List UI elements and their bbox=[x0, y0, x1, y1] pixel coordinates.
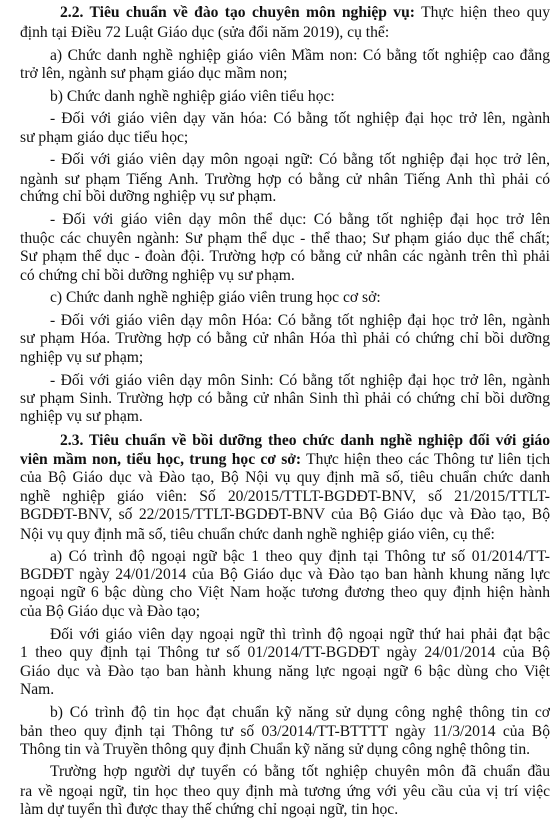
line-text: Thực hiện theo quy bbox=[414, 4, 550, 21]
text-line bbox=[20, 407, 550, 427]
text-line bbox=[20, 625, 550, 645]
text-line bbox=[20, 87, 550, 107]
text-line bbox=[20, 431, 550, 451]
line-text: nghiệp vụ sư phạm. bbox=[20, 408, 143, 425]
line-text: chứng chỉ bồi dưỡng nghiệp vụ sư phạm. bbox=[20, 188, 277, 205]
text-line bbox=[20, 187, 550, 207]
line-text: của Bộ Giáo dục và Đào tạo; bbox=[20, 603, 201, 620]
line-text: trở lên, ngành sư phạm giáo dục mầm non; bbox=[20, 65, 288, 82]
text-line bbox=[20, 468, 550, 488]
line-text: nghiệp vụ sư phạm; bbox=[20, 349, 144, 366]
text-line bbox=[20, 505, 550, 525]
line-text: Nam. bbox=[20, 681, 55, 698]
line-text: BGDĐT ngày 24/01/2014 của Bộ Giáo dục và Đào tạo ban hành khung năng lực bbox=[20, 566, 550, 583]
text-line bbox=[20, 311, 550, 331]
text-line bbox=[20, 210, 550, 230]
text-line bbox=[20, 371, 550, 391]
text-line bbox=[20, 643, 550, 663]
line-text: định tại Điều 72 Luật Giáo dục (sửa đổi năm 2019), cụ thể: bbox=[20, 24, 390, 41]
text-line bbox=[20, 602, 550, 622]
text-line bbox=[20, 762, 550, 782]
line-text: thuộc các chuyên ngành: Sư phạm thể dục - thể thao; Sư phạm giáo dục thể chất; bbox=[20, 230, 550, 247]
section-heading: viên mầm non, tiểu học, trung học cơ sở: bbox=[20, 451, 302, 468]
line-text: Trường hợp người dự tuyển có bằng tốt nghiệp chuyên môn đã chuẩn đầu bbox=[50, 763, 550, 780]
line-text: b) Chức danh nghề nghiệp giáo viên tiểu học: bbox=[50, 88, 335, 105]
text-line bbox=[20, 450, 550, 470]
line-text: Giáo dục và Đào tạo ban hành khung năng lực ngoại ngữ 6 bậc dùng cho Việt bbox=[20, 663, 550, 680]
section-heading: 2.3. Tiêu chuẩn về bồi dưỡng theo chức danh nghề nghiệp đối với giáo bbox=[60, 432, 550, 449]
line-text: Thông tin và Truyền thông quy định Chuẩn kỹ năng sử dụng công nghệ thông tin. bbox=[20, 741, 531, 758]
text-line bbox=[20, 150, 550, 170]
line-text: ra về ngoại ngữ, tin học theo quy định mà tương ứng với yêu cầu của vị trí việc bbox=[20, 783, 550, 800]
text-line bbox=[20, 547, 550, 567]
line-text: a) Chức danh nghề nghiệp giáo viên Mầm non: Có bằng tốt nghiệp cao đẳng bbox=[50, 47, 550, 64]
line-text: Nội vụ quy định mã số, tiêu chuẩn chức danh nghề nghiệp giáo viên, cụ thể: bbox=[20, 526, 495, 543]
text-line bbox=[20, 703, 550, 723]
line-text: b) Có trình độ tin học đạt chuẩn kỹ năng sử dụng công nghệ thông tin cơ bbox=[50, 704, 550, 721]
line-text: ngành sư phạm Tiếng Anh. Trường hợp có bằng cử nhân Tiếng Anh thì phải có bbox=[20, 171, 550, 188]
line-text: Thực hiện theo các Thông tư liên tịch bbox=[301, 451, 550, 468]
line-text: - Đối với giáo viên dạy văn hóa: Có bằng tốt nghiệp đại học trở lên, ngành bbox=[50, 110, 550, 127]
line-text: c) Chức danh nghề nghiệp giáo viên trung học cơ sở: bbox=[50, 289, 381, 306]
line-text: Đối với giáo viên dạy ngoại ngữ thì trình độ ngoại ngữ thứ hai phải đạt bậc bbox=[50, 626, 550, 643]
line-text: của Bộ Giáo dục và Đào tạo, Bộ Nội vụ quy định mã số, tiêu chuẩn chức danh bbox=[20, 469, 550, 486]
line-text: - Đối với giáo viên dạy môn ngoại ngữ: Có bằng tốt nghiệp đại học trở lên, bbox=[50, 151, 550, 168]
text-line bbox=[20, 229, 550, 249]
text-line bbox=[20, 64, 550, 84]
text-line bbox=[20, 740, 550, 760]
line-text: có chứng chỉ bồi dưỡng nghiệp vụ sư phạm. bbox=[20, 267, 295, 284]
text-line bbox=[20, 247, 550, 267]
text-line bbox=[20, 800, 550, 820]
section-heading: 2.2. Tiêu chuẩn về đào tạo chuyên môn nghiệp vụ: bbox=[60, 4, 415, 21]
line-text: BGDĐT-BNV, số 22/2015/TTLT-BGDĐT-BNV của Bộ Giáo dục và Đào tạo, Bộ bbox=[20, 506, 550, 523]
text-line bbox=[20, 46, 550, 66]
text-line bbox=[20, 128, 550, 148]
text-line bbox=[20, 23, 550, 43]
line-text: - Đối với giáo viên dạy môn Hóa: Có bằng tốt nghiệp đại học trở lên, ngành bbox=[50, 312, 550, 329]
line-text: ngoại ngữ 6 bậc dùng cho Việt Nam hoặc tương đương theo quy định hiện hành bbox=[20, 584, 550, 601]
text-line bbox=[20, 680, 550, 700]
text-line bbox=[20, 662, 550, 682]
line-text: Sư phạm thể dục - đoàn đội. Trường hợp có bằng cử nhân các ngành trên thì phải bbox=[20, 248, 550, 265]
text-line bbox=[20, 782, 550, 802]
text-line bbox=[20, 288, 550, 308]
line-text: - Đối với giáo viên dạy môn thể dục: Có bằng tốt nghiệp đại học trở lên bbox=[50, 211, 550, 228]
text-line bbox=[20, 487, 550, 507]
line-text: nghề nghiệp giáo viên: Số 20/2015/TTLT-BGDĐT-BNV, số 21/2015/TTLT- bbox=[20, 488, 550, 505]
line-text: sư phạm Hóa. Trường hợp có bằng cử nhân Hóa thì phải có chứng chỉ bồi dưỡng bbox=[20, 330, 550, 347]
line-text: sư phạm Sinh. Trường hợp có bằng cử nhân Sinh thì phải có chứng chỉ bồi dưỡng bbox=[20, 390, 550, 407]
text-line bbox=[20, 329, 550, 349]
text-line bbox=[20, 389, 550, 409]
line-text: - Đối với giáo viên dạy môn Sinh: Có bằng tốt nghiệp đại học trở lên, ngành bbox=[50, 372, 550, 389]
text-line bbox=[20, 722, 550, 742]
text-line bbox=[20, 109, 550, 129]
text-line bbox=[20, 525, 550, 545]
text-line bbox=[20, 266, 550, 286]
line-text: làm dự tuyển thì được thay thế chứng chỉ ngoại ngữ, tin học. bbox=[20, 801, 399, 818]
line-text: bản theo quy định tại Thông tư số 03/2014/TT-BTTTT ngày 11/3/2014 của Bộ bbox=[20, 723, 550, 740]
text-line bbox=[20, 3, 550, 23]
text-line bbox=[20, 348, 550, 368]
text-line bbox=[20, 583, 550, 603]
text-line bbox=[20, 565, 550, 585]
line-text: sư phạm giáo dục tiểu học; bbox=[20, 129, 189, 146]
line-text: 1 theo quy định tại Thông tư số 01/2014/TT-BGDĐT ngày 24/01/2014 của Bộ bbox=[20, 644, 550, 661]
line-text: a) Có trình độ ngoại ngữ bậc 1 theo quy định tại Thông tư số 01/2014/TT- bbox=[50, 548, 550, 565]
